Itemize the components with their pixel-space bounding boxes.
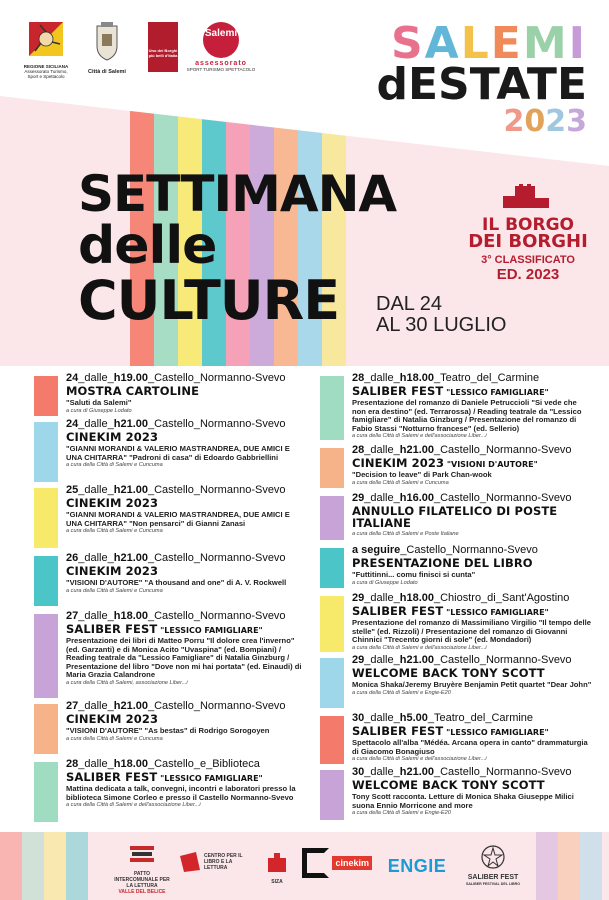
event-entry: [34, 484, 304, 535]
letter: L: [460, 18, 491, 69]
badge-line2: DEI BORGHI: [468, 231, 588, 252]
patto-lettura-logo: [112, 844, 172, 895]
event-entry: [320, 444, 592, 487]
event-credit: a cura della Città di Salemi e Engie-E20: [352, 810, 451, 817]
sponsor-logos: [0, 832, 609, 900]
event-color-swatch: [320, 658, 344, 708]
assessorato-subtitle: SPORT TURISMO SPETTACOLO: [186, 67, 256, 72]
city-crest-icon: [92, 22, 122, 62]
event-color-swatch: [34, 556, 58, 606]
salemi-destate-brand: [347, 18, 587, 139]
borgo-dei-borghi-badge: [468, 184, 588, 283]
event-title: [66, 565, 304, 579]
event-entry: [320, 544, 592, 587]
digit: 3: [566, 104, 587, 139]
event-title-text: CINEKIM 2023: [66, 496, 159, 510]
event-title-text: SALIBER FEST: [66, 622, 158, 636]
saliber-sub: SALIBER FESTIVAL DEL LIBRO: [465, 882, 521, 886]
event-credit: a cura di Giuseppe Lodato: [352, 579, 418, 586]
event-color-swatch: [34, 614, 58, 698]
event-description: "Saluti da Salemi": [66, 398, 132, 407]
badge-edition: ED. 2023: [496, 266, 560, 283]
patto-text: PATTO INTERCOMUNALE PER LA LETTURA: [114, 871, 170, 889]
letter: S: [390, 18, 425, 69]
event-title: [352, 667, 592, 681]
event-date-sep: _dalle_: [78, 418, 114, 430]
cinekim-text: cinekim: [332, 856, 372, 870]
destate-word: dESTATE: [376, 59, 587, 110]
event-entry: [34, 552, 304, 595]
badge-line1: IL BORGO: [482, 215, 574, 235]
event-entry: [34, 418, 304, 469]
event-day: 25: [66, 484, 79, 496]
saliber-text: SALIBER FEST: [467, 874, 519, 881]
event-title: [352, 605, 592, 619]
event-title: [352, 385, 592, 399]
event-date-sep: _dalle_: [364, 654, 400, 666]
trinacria-icon: [29, 22, 63, 56]
event-color-swatch: [320, 716, 344, 764]
event-title-text: SALIBER FEST: [66, 770, 158, 784]
title-delle: delle: [78, 216, 217, 276]
letter: A: [424, 18, 461, 69]
program-schedule: [0, 366, 609, 830]
digit: 2: [545, 104, 567, 139]
event-description: Presentazione dei libri di Matteo Porru "Il dolore crea l'inverno" (ed. Garzanti) e di Monica Acito "Uvaspina" (ed. Bompiani) / Reading teatrale da "Lessico Famigliare" di Natalia Ginzburg / Presentazione del libro "Dove non mi hai portata" (ed. Einaudi) di Maria Grazia Calandrone: [66, 636, 302, 680]
event-subtitle: "LESSICO FAMIGLIARE": [443, 728, 549, 737]
centro-text: CENTRO PER IL LIBRO E LA LETTURA: [204, 853, 243, 871]
event-date-sep: _dalle_: [78, 552, 114, 564]
event-date-sep: _dalle_: [78, 372, 114, 384]
event-date-sep: _dalle_: [364, 492, 400, 504]
event-body: [352, 544, 592, 587]
event-title-text: SALIBER FEST: [352, 384, 444, 398]
event-day: a seguire: [352, 544, 401, 556]
event-entry: [34, 758, 304, 809]
dates-line1: DAL 24: [376, 293, 442, 315]
saliber-fest-logo: [462, 844, 524, 887]
assessorato-circle: Salemi: [203, 22, 239, 58]
event-place: _Castello_Normanno-Svevo: [433, 654, 572, 666]
event-description: "Decision to leave" di Park Chan-wook: [352, 470, 492, 479]
event-title-text: CINEKIM 2023: [66, 430, 159, 444]
event-place: _Chiostro_di_Sant'Agostino: [433, 592, 570, 604]
event-place: _Teatro_del_Carmine: [433, 372, 540, 384]
event-description: Monica Shaka/Jeremy Bruyère Benjamin Petit quartet "Dear John": [352, 680, 592, 689]
event-place: _Castello_Normanno-Svevo: [433, 766, 572, 778]
event-day: 27: [66, 700, 79, 712]
event-time: h18.00: [113, 758, 148, 770]
event-credit: a cura della Città di Salemi e Cuncuma: [352, 479, 449, 486]
books-icon: [128, 844, 156, 866]
event-subtitle: "LESSICO FAMIGLIARE": [157, 774, 263, 783]
event-body: [66, 372, 304, 415]
event-place: _Castello_Normanno-Svevo: [147, 372, 286, 384]
event-color-swatch: [320, 496, 344, 540]
event-place: _Castello_Normanno-Svevo: [147, 484, 286, 496]
event-body: [66, 700, 304, 743]
event-entry: [320, 492, 592, 538]
letter: E: [490, 18, 523, 69]
event-body: [66, 418, 304, 469]
event-body: [66, 484, 304, 535]
event-title: [352, 725, 592, 739]
salemi-word: [347, 18, 587, 69]
event-title: [66, 431, 304, 445]
event-title-text: ANNULLO FILATELICO DI POSTE ITALIANE: [352, 504, 558, 530]
badge-rank: 3° CLASSIFICATO: [481, 254, 575, 266]
sicilia-line2: Assessorato Turismo, Sport e Spettacolo: [24, 69, 68, 79]
event-title: [66, 713, 304, 727]
event-place: _Castello_Normanno-Svevo: [147, 418, 286, 430]
event-day: 29: [352, 492, 365, 504]
event-time: h21.00: [113, 700, 148, 712]
event-body: [66, 552, 304, 595]
event-color-swatch: [320, 548, 344, 588]
event-title: [352, 557, 592, 571]
event-credit: a cura della Città di Salemi e Cuncuma: [66, 735, 163, 742]
event-subtitle: "VISIONI D'AUTORE": [444, 460, 538, 469]
event-day: 24: [66, 372, 79, 384]
borghi-belli-logo: [146, 22, 180, 72]
event-credit: a cura della Città di Salemi e dell'associazione Liber...i: [66, 802, 201, 809]
dates-block: [376, 294, 506, 336]
event-color-swatch: [320, 448, 344, 488]
event-description: "Futtitinni... comu finisci si cunta": [352, 570, 476, 579]
footer: [0, 832, 609, 900]
event-description: Presentazione del romanzo di Massimiliano Virgilio "Il tempo delle stelle" (ed. Rizzoli) / Presentazione del romanzo di Giovanni Chinnici "Trecento giorni di sole" (ed. Mondadori): [352, 618, 591, 645]
siza-text: SIZA: [271, 879, 283, 885]
event-description: "GIANNI MORANDI & VALERIO MASTRANDREA, DUE AMICI E UNA CHITARRA" "Padroni di casa" di Edoardo Gabbriellini: [66, 444, 290, 462]
event-description: Mattina dedicata a talk, convegni, incontri e laboratori presso la biblioteca Simone Corleo e presso il Castello Normanno-Svevo: [66, 784, 296, 802]
event-entry: [320, 766, 592, 817]
event-title: [66, 385, 304, 399]
event-day: 28: [352, 444, 365, 456]
event-credit: a cura della Città di Salemi e Cuncuma: [66, 462, 163, 469]
event-time: h18.00: [399, 592, 434, 604]
letter: I: [568, 18, 587, 69]
event-time: h18.00: [399, 372, 434, 384]
event-color-swatch: [34, 762, 58, 822]
event-color-swatch: [34, 376, 58, 416]
event-date-sep: _dalle_: [364, 766, 400, 778]
event-day: 28: [66, 758, 79, 770]
event-time: h18.00: [113, 610, 148, 622]
event-title-text: WELCOME BACK TONY SCOTT: [352, 666, 545, 680]
event-place: _Castello_Normanno-Svevo: [147, 610, 286, 622]
centro-icon: [180, 852, 200, 872]
event-body: [352, 372, 592, 440]
event-day: 29: [352, 654, 365, 666]
event-description: "VISIONI D'AUTORE" "A thousand and one" di A. V. Rockwell: [66, 578, 287, 587]
event-title-text: SALIBER FEST: [352, 724, 444, 738]
event-time: h21.00: [399, 766, 434, 778]
event-subtitle: "LESSICO FAMIGLIARE": [443, 388, 549, 397]
event-color-swatch: [320, 770, 344, 820]
sicilia-line1: REGIONE SICILIANA: [23, 64, 69, 69]
event-day: 24: [66, 418, 79, 430]
regione-sicilia-logo: [22, 22, 70, 79]
event-date-sep: _dalle_: [78, 610, 114, 622]
assessorato-title: assessorato: [195, 60, 247, 67]
event-day: 26: [66, 552, 79, 564]
event-color-swatch: [34, 422, 58, 482]
event-date-sep: _dalle_: [364, 444, 400, 456]
event-body: [66, 610, 304, 687]
event-color-swatch: [320, 376, 344, 440]
event-time: h16.00: [399, 492, 434, 504]
event-day: 28: [352, 372, 365, 384]
event-body: [352, 654, 592, 697]
event-title-text: SALIBER FEST: [352, 604, 444, 618]
event-credit: a cura della Città di Salemi e Cuncuma: [66, 587, 163, 594]
digit: 2: [503, 104, 525, 139]
event-time: h21.00: [113, 552, 148, 564]
event-place: _Castello_Normanno-Svevo: [433, 444, 572, 456]
event-body: [352, 766, 592, 817]
event-place: _Teatro_del_Carmine: [427, 712, 534, 724]
event-time: h21.00: [399, 444, 434, 456]
event-title: [352, 505, 592, 531]
event-credit: a cura della Città di Salemi e Engie-E20: [352, 689, 451, 696]
event-time: h21.00: [113, 484, 148, 496]
event-description: "GIANNI MORANDI & VALERIO MASTRANDREA, DUE AMICI E UNA CHITARRA" "Non pensarci" di Gianni Zanasi: [66, 510, 290, 528]
event-description: Tony Scott racconta. Letture di Monica Shaka Giuseppe Milici suona Ennio Morricone and more: [352, 792, 574, 810]
event-place: _Castello_Normanno-Svevo: [400, 544, 538, 556]
assessorato-logo: [186, 22, 256, 72]
dates-line2: AL 30 LUGLIO: [376, 314, 507, 336]
event-entry: [320, 654, 592, 697]
event-body: [352, 444, 592, 487]
title-culture: CULTURE: [78, 269, 340, 332]
event-place: _Castello_Normanno-Svevo: [147, 700, 286, 712]
event-title-text: CINEKIM 2023: [66, 564, 159, 578]
engie-logo: [386, 856, 448, 877]
event-credit: a cura di Giuseppe Lodato: [66, 407, 132, 414]
event-credit: a cura della Città di Salemi e dell'associazione Liber...i: [352, 644, 487, 651]
main-title: [78, 165, 397, 332]
letter: M: [522, 18, 569, 69]
event-title-text: MOSTRA CARTOLINE: [66, 384, 200, 398]
event-place: _Castello_Normanno-Svevo: [433, 492, 572, 504]
salemi-city-label: Città di Salemi: [88, 69, 126, 75]
event-day: 29: [352, 592, 365, 604]
borghi-box: [148, 22, 178, 72]
cinekim-mark-icon: [302, 848, 329, 878]
event-place: _Castello_Normanno-Svevo: [147, 552, 286, 564]
patto-sub: VALLE DEL BELICE: [118, 889, 166, 895]
event-body: [352, 712, 592, 763]
event-time: h19.00: [113, 372, 148, 384]
event-date-sep: _dalle_: [78, 484, 114, 496]
event-credit: a cura della Città di Salemi e dell'associazione Liber...i: [352, 433, 487, 440]
event-entry: [34, 610, 304, 687]
event-credit: a cura della Città di Salemi e Cuncuma: [66, 528, 163, 535]
event-time: h21.00: [399, 654, 434, 666]
event-day: 27: [66, 610, 79, 622]
centro-libro-logo: [180, 852, 244, 872]
borghi-text: Uno dei Borghi più belli d'Italia: [148, 48, 178, 58]
cinekim-logo: [302, 848, 372, 878]
event-title-text: PRESENTAZIONE DEL LIBRO: [352, 556, 533, 570]
event-description: Spettacolo all'alba "Médéa. Arcana opera in canto" drammaturgia di Giacomo Bonagiuso: [352, 738, 588, 756]
event-day: 30: [352, 766, 365, 778]
event-entry: [320, 712, 592, 763]
event-description: Presentazione del romanzo di Daniele Petruccioli "Si vede che non era destino" (ed. Terrarossa) / Reading teatrale da "Lessico famigliare" di Natalia Ginzburg / Presentazione del romanzo di Fabio Stassi "Notturno francese" (ed. Sellerio): [352, 398, 582, 433]
saliber-star-icon: [480, 844, 506, 870]
siza-logo: [262, 852, 292, 885]
event-time: h21.00: [113, 418, 148, 430]
event-body: [66, 758, 304, 809]
event-date-sep: _dalle_: [78, 700, 114, 712]
event-body: [352, 492, 592, 538]
event-entry: [34, 372, 304, 415]
event-time: h5.00: [399, 712, 428, 724]
event-date-sep: _dalle_: [364, 712, 400, 724]
event-title: [66, 497, 304, 511]
event-description: "VISIONI D'AUTORE" "As bestas" di Rodrigo Sorogoyen: [66, 726, 270, 735]
event-credit: a cura della Città di Salemi e Poste Italiane: [352, 531, 459, 537]
event-color-swatch: [320, 596, 344, 652]
borgo-tower-icon: [473, 184, 583, 246]
digit: 0: [524, 104, 546, 139]
engie-text: ENGIE: [387, 856, 447, 876]
event-subtitle: "LESSICO FAMIGLIARE": [157, 626, 263, 635]
event-subtitle: "LESSICO FAMIGLIARE": [443, 608, 549, 617]
event-entry: [320, 592, 592, 652]
event-date-sep: _dalle_: [78, 758, 114, 770]
siza-icon: [266, 852, 288, 874]
event-entry: [320, 372, 592, 440]
event-date-sep: _dalle_: [364, 592, 400, 604]
title-settimana: SETTIMANA: [78, 165, 397, 223]
event-date-sep: _dalle_: [364, 372, 400, 384]
event-day: 30: [352, 712, 365, 724]
event-color-swatch: [34, 704, 58, 754]
event-credit: a cura della Città di Salemi e dell'associazione Liber...i: [352, 756, 487, 763]
event-entry: [34, 700, 304, 743]
event-body: [352, 592, 592, 652]
event-title-text: CINEKIM 2023: [352, 456, 445, 470]
event-title: [66, 623, 304, 637]
year-word: [347, 106, 587, 138]
event-title-text: CINEKIM 2023: [66, 712, 159, 726]
citta-di-salemi-logo: [84, 22, 130, 75]
event-title-text: WELCOME BACK TONY SCOTT: [352, 778, 545, 792]
event-color-swatch: [34, 488, 58, 548]
event-title: [352, 779, 592, 793]
event-title: [352, 457, 592, 471]
event-place: _Castello_e_Biblioteca: [147, 758, 260, 770]
event-credit: a cura della Città di Salemi, associazione Liber...i: [66, 679, 188, 686]
event-title: [66, 771, 304, 785]
